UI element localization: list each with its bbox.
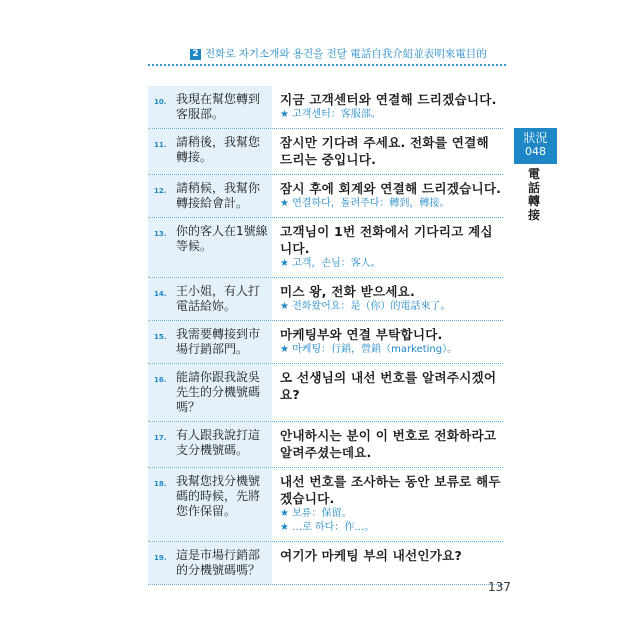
vocab-note: ★ 연결하다，돌려주다：轉到，轉接。	[280, 198, 450, 209]
phrase-row	[148, 129, 503, 175]
phrase-row	[148, 321, 503, 364]
korean-sentence: 안내하시는 분이 이 번호로 전화하라고 알려주셨는데요.	[280, 428, 497, 460]
vocab-note: ★ 고객，손님：客人。	[280, 258, 381, 269]
chinese-cell	[148, 422, 272, 467]
korean-sentence: 오 선생님의 내선 번호를 알려주시겠어요?	[280, 370, 497, 402]
chinese-cell	[148, 542, 272, 584]
phrase-row	[148, 218, 503, 278]
phrase-number: 14.	[154, 290, 167, 298]
chinese-cell	[148, 218, 272, 277]
phrase-number: 12.	[154, 187, 167, 195]
korean-cell	[272, 364, 503, 421]
phrase-row	[148, 175, 503, 218]
korean-sentence: 내선 번호를 조사하는 동안 보류로 해두겠습니다.	[280, 474, 501, 506]
korean-cell	[272, 218, 503, 277]
phrase-row	[148, 86, 503, 129]
vocab-note: ★ 마케팅：行銷，營銷（marketing）。	[280, 344, 458, 355]
chinese-sentence: 我需要轉接到市場行銷部門。	[176, 327, 261, 356]
phrase-row	[148, 542, 503, 585]
korean-cell	[272, 175, 503, 217]
chinese-cell	[148, 364, 272, 421]
chinese-sentence: 請稍候，我幫你轉接給會計。	[176, 181, 261, 210]
vocab-note: ★ 전화왔어요：是（你）的電話來了。	[280, 301, 451, 312]
section-title: 전화로 자기소개와 용건을 전달 電話自我介紹並表明來電目的	[205, 48, 487, 60]
chinese-cell	[148, 468, 272, 541]
korean-sentence: 고객님이 1번 전화에서 기다리고 계십니다.	[280, 224, 493, 256]
phrase-number: 13.	[154, 230, 167, 238]
chinese-cell	[148, 278, 272, 320]
phrase-row	[148, 364, 503, 422]
korean-sentence: 잠시만 기다려 주세요. 전화를 연결해 드리는 중입니다.	[280, 135, 489, 167]
section-header	[190, 46, 507, 61]
chinese-sentence: 王小姐，有人打電話給妳。	[176, 284, 261, 313]
chinese-sentence: 請稍後，我幫您轉接。	[176, 135, 261, 164]
phrase-number: 11.	[154, 141, 167, 149]
korean-cell	[272, 278, 503, 320]
chinese-sentence: 這是市場行銷部的分機號碼嗎？	[176, 548, 261, 577]
korean-sentence: 미스 왕, 전화 받으세요.	[280, 284, 416, 299]
vocab-note: ★ 보류：保留。	[280, 508, 352, 519]
page-number: 137	[488, 580, 511, 594]
chinese-cell	[148, 175, 272, 217]
phrase-table	[148, 86, 503, 585]
chinese-sentence: 我幫您找分機號碼的時候，先將您作保留。	[176, 474, 261, 518]
korean-cell	[272, 129, 503, 174]
korean-sentence: 지금 고객센터와 연결해 드리겠습니다.	[280, 92, 497, 107]
phrase-number: 16.	[154, 376, 167, 384]
chinese-sentence: 你的客人在1號線等候。	[176, 224, 268, 253]
situation-number: 048	[525, 145, 546, 158]
chinese-cell	[148, 129, 272, 174]
chinese-cell	[148, 321, 272, 363]
phrase-row	[148, 468, 503, 542]
vocab-note: ★ 고객센터：客服部。	[280, 109, 381, 120]
korean-cell	[272, 422, 503, 467]
chinese-cell	[148, 86, 272, 128]
korean-sentence: 마케팅부와 연결 부탁합니다.	[280, 327, 443, 342]
section-number-badge: 2	[190, 49, 201, 60]
korean-cell	[272, 86, 503, 128]
chinese-sentence: 能請你跟我說吳先生的分機號碼嗎？	[176, 370, 261, 414]
phrase-row	[148, 278, 503, 321]
situation-title-vertical: 電話轉接	[527, 167, 540, 222]
korean-cell	[272, 542, 503, 584]
vocab-note: ★ …로 하다：作…。	[280, 522, 375, 533]
situation-label: 狀況	[523, 131, 548, 145]
phrase-number: 17.	[154, 434, 167, 442]
chinese-sentence: 有人跟我說打這支分機號碼。	[176, 428, 261, 457]
korean-sentence: 잠시 후에 회계와 연결해 드리겠습니다.	[280, 181, 502, 196]
korean-sentence: 여기가 마케팅 부의 내선인가요?	[280, 548, 463, 563]
phrase-row	[148, 422, 503, 468]
chinese-sentence: 我現在幫您轉到客服部。	[176, 92, 261, 121]
phrase-number: 15.	[154, 333, 167, 341]
phrase-number: 18.	[154, 480, 167, 488]
phrase-number: 10.	[154, 98, 167, 106]
header-divider	[148, 64, 506, 66]
korean-cell	[272, 468, 503, 541]
situation-tab	[514, 128, 557, 164]
phrase-number: 19.	[154, 554, 167, 562]
korean-cell	[272, 321, 503, 363]
